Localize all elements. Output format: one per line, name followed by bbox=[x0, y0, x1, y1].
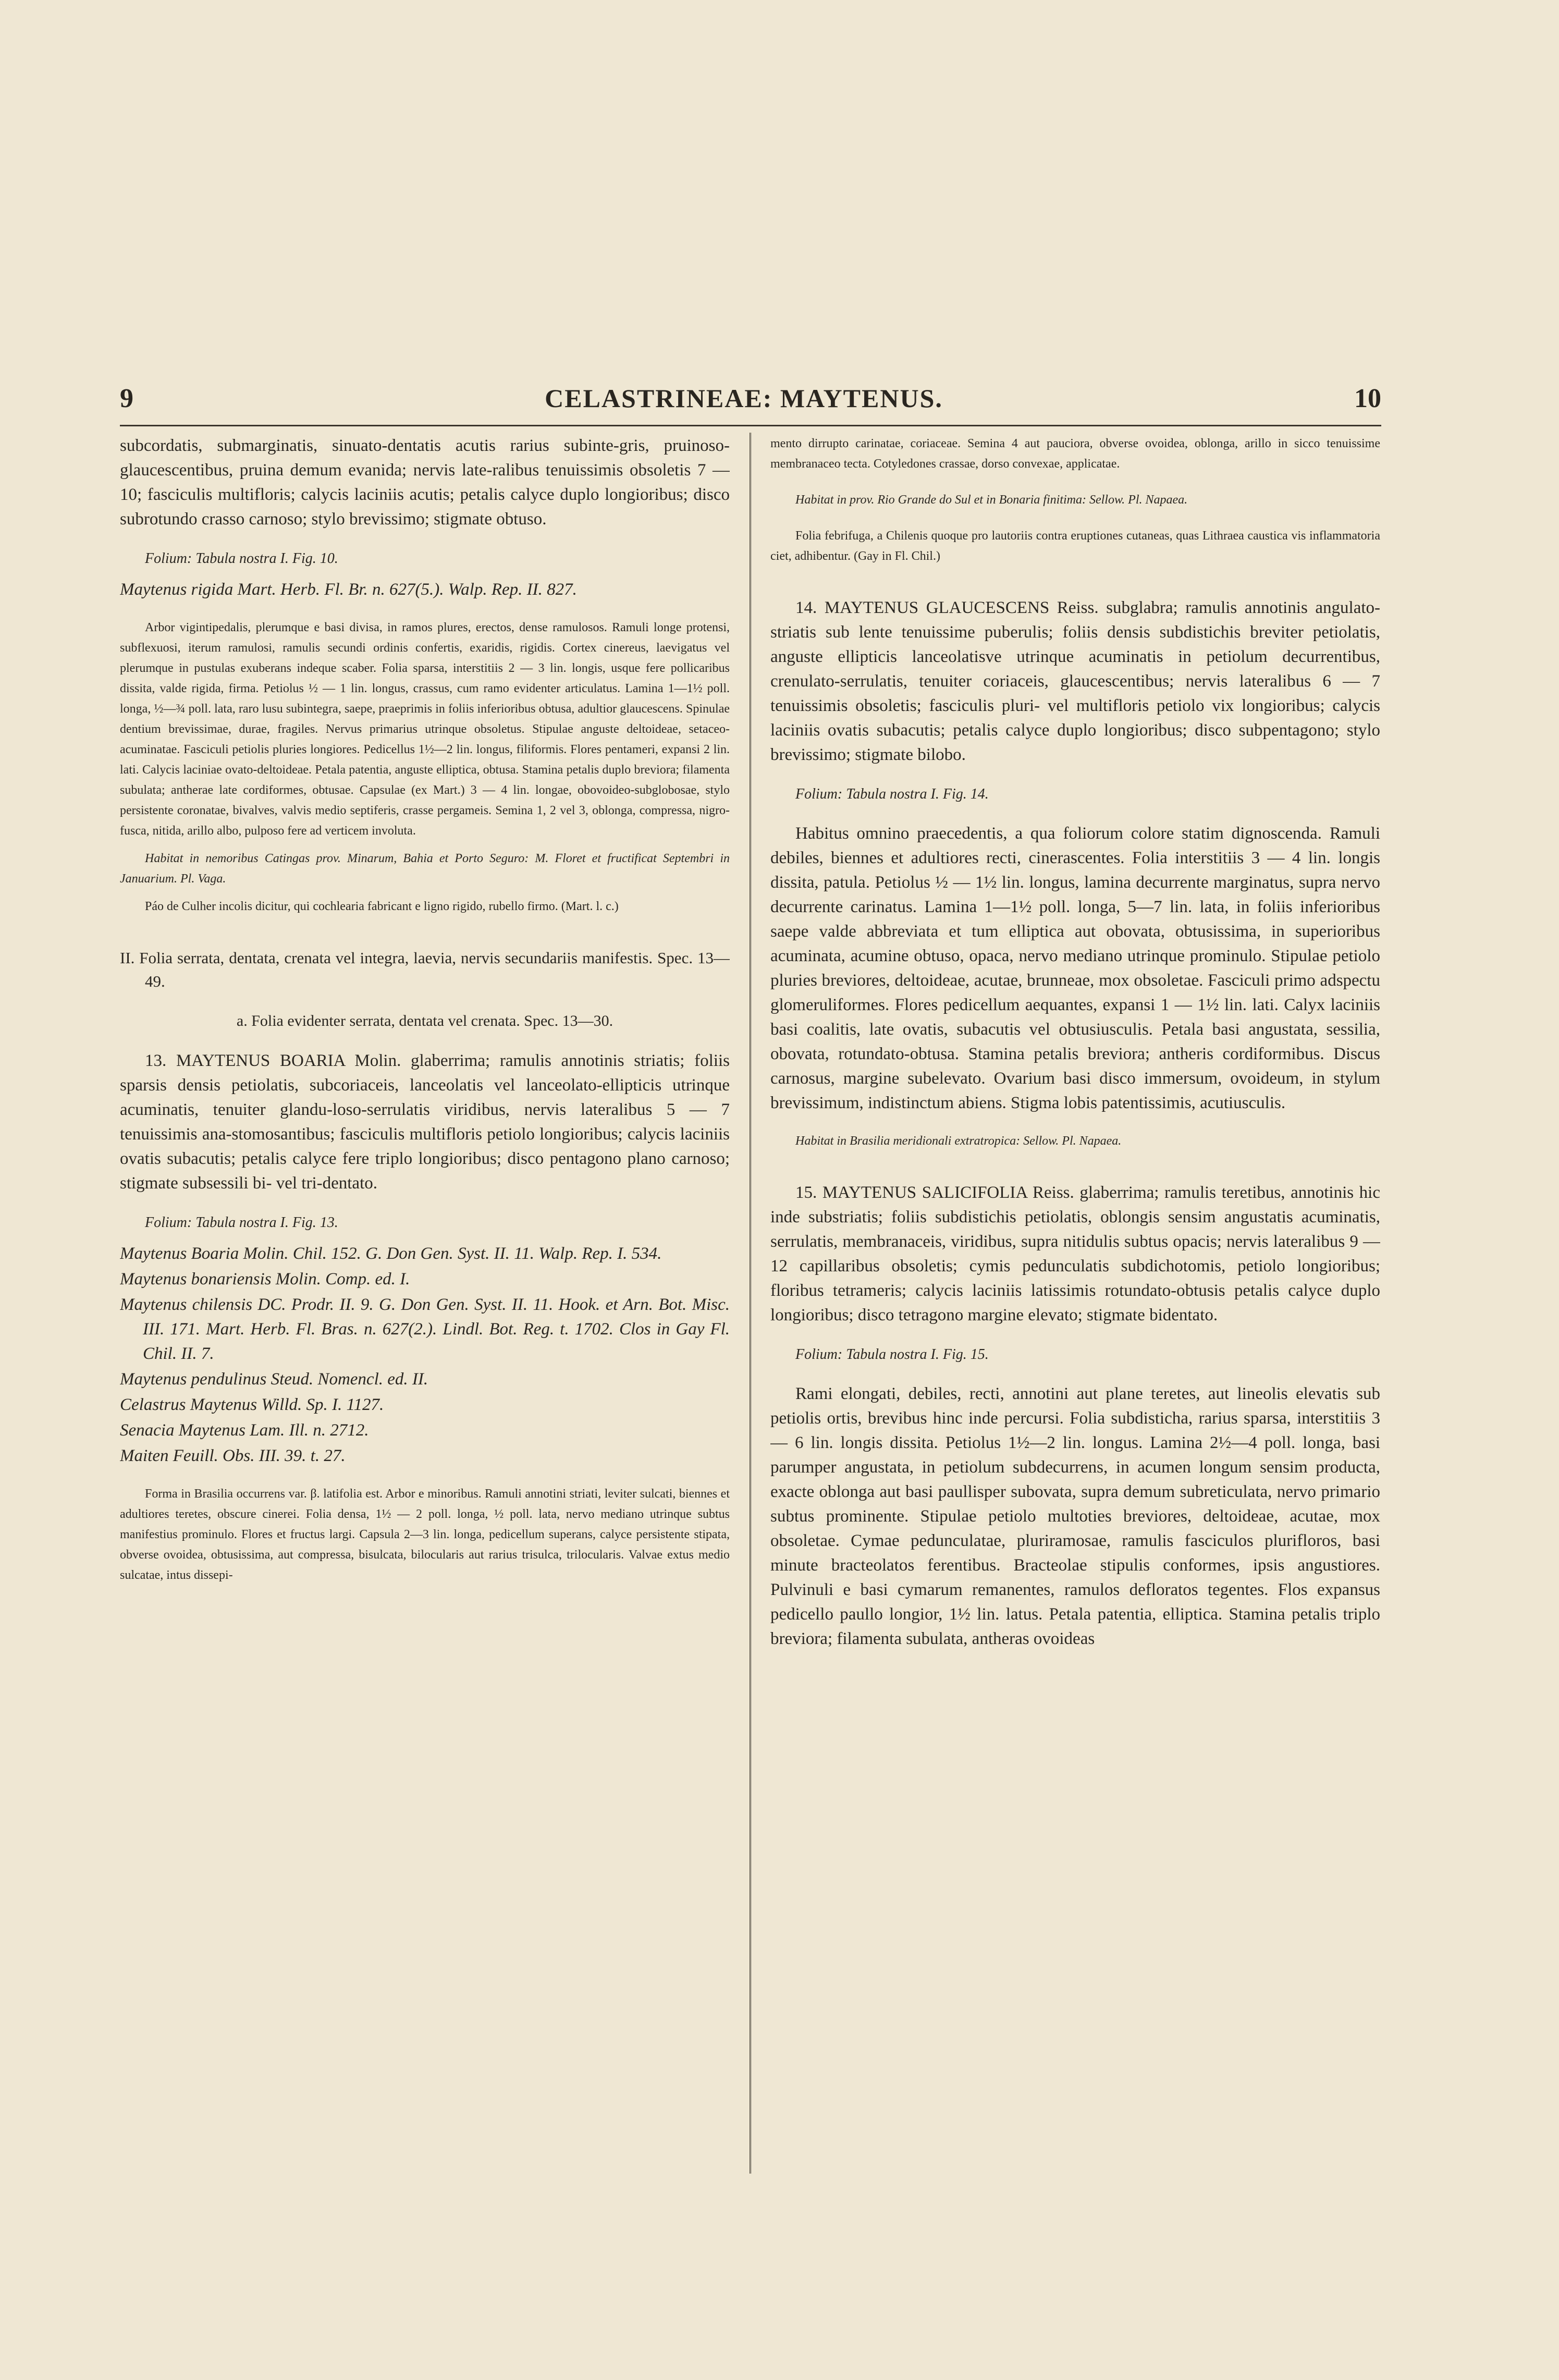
habitat: Habitat in prov. Rio Grande do Sul et in Bonaria finitima: Sellow. Pl. Napaea. bbox=[795, 493, 1188, 507]
description: Rami elongati, debiles, recti, annotini aut plane teretes, aut lineolis elevatis sub petiolis ortis, brevibus hinc inde percursi. Folia subdisticha, rarius sparsa, interstitiis 3 — 6 lin. longis dissita. Petiolus 1½—2 lin. longus. Lamina 2½—4 poll. longa, basi parumper angustata, in petiolum subdecurrens, in acumen longum sensim producta, exacte oblonga aut basi paullisper subovata, supra demum subreticulata, nervo primario subtus prominente. Stipulae petiolo multoties breviores, deltoideae, acutae, mox obsoletae. Cymae pedunculatae, pluriramosae, ramulis fasciculos plurifloros, basi minute bracteolatos ferentibus. Bracteolae stipulis conformes, ipsis angustiores. Pulvinuli e basi cymarum remanentes, ramulos defloratos tegentes. Flos expansus pedicello paullo longior, 1½ lin. latus. Petala patentia, elliptica. Stamina petalis triplo breviora; filamenta subulata, antheras ovoideas bbox=[770, 1384, 1380, 1648]
description-continued: mento dirrupto carinatae, coriaceae. Semina 4 aut pauciora, obverse ovoidea, oblonga, arillo in sicco tenuissime membranaceo tecta. Cotyledones crassae, dorso convexae, applicatae. bbox=[770, 437, 1380, 471]
species-diagnosis: 13. MAYTENUS BOARIA Molin. glaberrima; ramulis annotinis striatis; foliis sparsis densis petiolatis, subcoriaceis, lanceolatis vel lanceolato-ellipticis utrinque acuminatis, tenuiter glandu-loso-serrulatis viridibus, nervis lateralibus 5 — 7 tenuissimis ana-stomosantibus; fasciculis multifloris petiolo longioribus; calycis laciniis ovatis subacutis; petalis calyce fere triplo longioribus; disco pentagono plano carnoso; stigmate subsessili bi- vel tri-dentato. bbox=[120, 1051, 730, 1193]
left-page-number: 9 bbox=[120, 384, 133, 413]
section-heading: II. Folia serrata, dentata, crenata vel integra, laevia, nervis secundariis manifestis. Spec. 13—49. bbox=[120, 949, 730, 990]
running-title: CELASTRINEAE: MAYTENUS. bbox=[545, 384, 943, 413]
description: Habitus omnino praecedentis, a qua foliorum colore statim dignoscenda. Ramuli debiles, biennes et adultiores recti, cinerascentes. Folia interstitiis 3 — 4 lin. longis dissita, patula. Petiolus ½ — 1½ lin. longus, lamina decurrente marginatus, supra nervo decurrente carinatus. Lamina 1—1½ poll. longa, 5—7 lin. lata, in foliis inferioribus saepe valde abbreviata et tum elliptica aut obovata, obtusissima, in superioribus acuminata, acumine obtuso, opaca, nervo mediano utrinque prominulo. Stipulae petiolo pluries breviores, deltoideae, acutae, brunneae, mox obsoletae. Fasciculi primo adspectu glomeruliformes. Flores pedicellum aequantes, expansi 1 — 1½ lin. lati. Calyx laciniis basi coalitis, late ovatis, subacutis vel obtusiusculis. Petala basi angustata, sessilia, obovata, rotundato-obtusa. Stamina petalis breviora; antheris cordiformibus. Discus carnosus, margine subelevato. Ovarium basi disco immersum, ovoideum, in stylum brevissimum, indistinctum abiens. Stigma lobis patentissimis, acutiusculis. bbox=[770, 824, 1380, 1112]
header-rule bbox=[120, 425, 1381, 426]
right-page-number: 10 bbox=[1354, 384, 1381, 413]
synonym: Maytenus chilensis DC. Prodr. II. 9. G. Don Gen. Syst. II. 11. Hook. et Arn. Bot. Misc. III. 171. Mart. Herb. Fl. Bras. n. 627(2.). Lindl. Bot. Reg. t. 1702. Clos in Gay Fl. Chil. II. 7. bbox=[120, 1295, 730, 1363]
figure-reference: Folium: Tabula nostra I. Fig. 13. bbox=[145, 1214, 338, 1231]
usage-note: Folia febrifuga, a Chilenis quoque pro lautoriis contra eruptiones cutaneas, quas Lithraea caustica vis inflammatoria ciet, adhibentur. (Gay in Fl. Chil.) bbox=[770, 529, 1380, 563]
usage-note: Páo de Culher incolis dicitur, qui cochlearia fabricant e ligno rigido, rubello firmo. (Mart. l. c.) bbox=[145, 900, 619, 913]
figure-reference: Folium: Tabula nostra I. Fig. 14. bbox=[795, 786, 989, 802]
left-column bbox=[120, 434, 730, 2175]
column-divider bbox=[750, 433, 751, 2174]
synonym: Celastrus Maytenus Willd. Sp. I. 1127. bbox=[120, 1395, 384, 1414]
paragraph: subcordatis, submarginatis, sinuato-dentatis acutis rarius subinte-gris, pruinoso-glaucescentibus, pruina demum evanida; nervis late-ralibus tenuissimis obsoletis 7 — 10; fasciculis multifloris; calycis laciniis acutis; petalis calyce duplo longioribus; disco subrotundo crasso carnoso; stylo brevissimo; stigmate obtuso. bbox=[120, 436, 730, 529]
subsection-heading: a. Folia evidenter serrata, dentata vel crenata. Spec. 13—30. bbox=[236, 1012, 613, 1029]
description: Forma in Brasilia occurrens var. β. latifolia est. Arbor e minoribus. Ramuli annotini striati, leviter sulcati, biennes et adultiores teretes, obscure cinerei. Folia densa, 1½ — 2 poll. longa, ½ poll. lata, nervo mediano utrinque subtus manifestius prominulo. Flores et fructus largi. Capsula 2—3 lin. longa, pedicellum superans, calyce persistente stipata, obverse ovoidea, obtusissima, aut compressa, bisulcata, bilocularis aut rarius trisulca, trilocularis. Valvae extus medio sulcatae, intus dissepi- bbox=[120, 1487, 730, 1582]
figure-reference: Folium: Tabula nostra I. Fig. 15. bbox=[795, 1346, 989, 1363]
synonym: Maytenus Boaria Molin. Chil. 152. G. Don Gen. Syst. II. 11. Walp. Rep. I. 534. bbox=[120, 1244, 662, 1263]
habitat: Habitat in Brasilia meridionali extratropica: Sellow. Pl. Napaea. bbox=[795, 1134, 1122, 1148]
right-column bbox=[770, 434, 1380, 2175]
page-header bbox=[120, 383, 1381, 420]
description: Arbor vigintipedalis, plerumque e basi divisa, in ramos plures, erectos, dense ramulosos. Ramuli longe protensi, subflexuosi, iterum ramulosi, ramulis secundi ordinis confertis, exaridis, rigidis. Cortex cinereus, laevigatus vel plerumque in pustulas exuberans indeque scaber. Folia sparsa, interstitiis 2 — 3 lin. longis, usque fere pollicaribus dissita, valde rigida, firma. Petiolus ½ — 1 lin. longus, crassus, cum ramo evidenter articulatus. Lamina 1—1½ poll. longa, ½—¾ poll. lata, raro lusu subintegra, saepe, praeprimis in foliis inferioribus obtusa, adultior glaucescens. Spinulae dentium brevissimae, durae, fragiles. Nervus primarius utrinque obsoletus. Stipulae anguste deltoideae, setaceo-acuminatae. Fasciculi petiolis pluries longiores. Pedicellus 1½—2 lin. longus, filiformis. Flores pentameri, expansi 2 lin. lati. Calycis laciniae ovato-deltoideae. Petala patentia, anguste elliptica, obtusa. Stamina petalis duplo breviora; filamenta subulata; antherae late cordiformes, obtusae. Capsulae (ex Mart.) 3 — 4 lin. longae, obovoideo-subglobosae, stylo persistente coronatae, bivalves, valvis medio septiferis, crasse pergameis. Semina 1, 2 vel 3, oblonga, compressa, nigro-fusca, nitida, arillo albo, pulposo fere ad verticem involuta. bbox=[120, 621, 730, 838]
species-diagnosis: 14. MAYTENUS GLAUCESCENS Reiss. subglabra; ramulis annotinis angulato-striatis sub lente tenuissime puberulis; foliis densis subdistichis breviter petiolatis, anguste ellipticis lanceolatisve utrinque acuminatis in petiolum decurrentibus, crenulato-serrulatis, tenuiter coriaceis, glaucescentibus; nervis lateralibus 6 — 7 tenuissimis obsoletis; fasciculis pluri- vel multifloris petiolo vix longioribus; calycis laciniis ovatis subacutis; petalis calyce duplo longioribus; disco subpentagono; stylo brevissimo; stigmate bilobo. bbox=[770, 598, 1380, 764]
synonym: Senacia Maytenus Lam. Ill. n. 2712. bbox=[120, 1421, 369, 1440]
synonym: Maytenus bonariensis Molin. Comp. ed. I. bbox=[120, 1270, 410, 1289]
synonym-list bbox=[120, 1242, 730, 1468]
synonym: Maytenus pendulinus Steud. Nomencl. ed. II. bbox=[120, 1370, 428, 1389]
species-diagnosis: 15. MAYTENUS SALICIFOLIA Reiss. glaberrima; ramulis teretibus, annotinis hic inde substriatis; foliis subdistichis petiolatis, oblongis sensim angustatis acuminatis, serrulatis, membranaceis, viridibus, supra nitidulis subtus opacis; nervis lateralibus 9 — 12 capillaribus obsoletis; cymis pedunculatis subdichotomis, petiolo longioribus; floribus tetrameris; calycis laciniis latissimis rotundato-obtusis petalis calyce duplo longioribus; disco tetragono margine elevato; stigmate bidentato. bbox=[770, 1183, 1380, 1324]
synonym: Maytenus rigida Mart. Herb. Fl. Br. n. 627(5.). Walp. Rep. II. 827. bbox=[120, 580, 577, 599]
figure-reference: Folium: Tabula nostra I. Fig. 10. bbox=[145, 550, 338, 567]
synonym: Maiten Feuill. Obs. III. 39. t. 27. bbox=[120, 1446, 346, 1465]
habitat: Habitat in nemoribus Catingas prov. Minarum, Bahia et Porto Seguro: M. Floret et fructificat Septembri in Januarium. Pl. Vaga. bbox=[120, 852, 730, 886]
